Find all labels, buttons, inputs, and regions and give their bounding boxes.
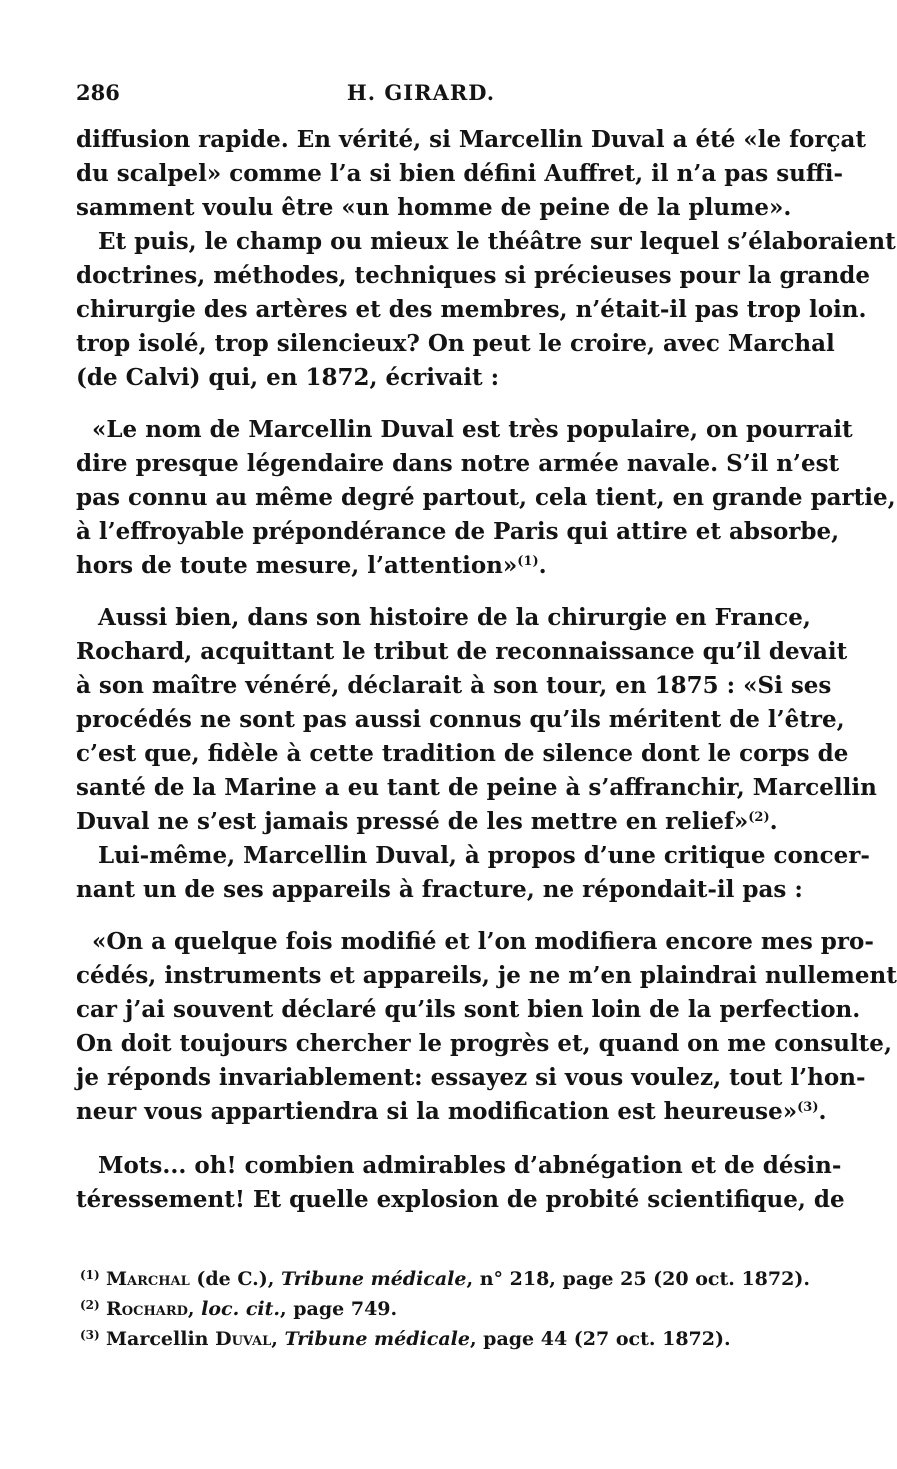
footnote-ref: (2): [748, 810, 770, 825]
quote-line: je réponds invariablement: essayez si vous voulez, tout l’hon-: [76, 1064, 866, 1091]
footnote-author: Duval: [215, 1328, 272, 1350]
text-line: téressement! Et quelle explosion de probité scientifique, de: [76, 1186, 845, 1213]
quote-line: On doit toujours chercher le progrès et, quand on me consulte,: [76, 1030, 892, 1057]
footnote-ref: (3): [797, 1100, 819, 1115]
quote-line: pas connu au même degré partout, cela tient, en grande partie,: [76, 484, 896, 511]
page-number: 286: [76, 80, 120, 105]
footnote-3: [80, 1322, 770, 1352]
paragraph-text: Duval ne s’est jamais pressé de les mettre en relief»: [76, 808, 749, 835]
quote-text: hors de toute mesure, l’attention»: [76, 552, 518, 579]
text-line: Lui-même, Marcellin Duval, à propos d’une critique concer-: [98, 842, 870, 869]
text-line: doctrines, méthodes, techniques si précieuses pour la grande: [76, 262, 871, 289]
footnote-marker: (2): [80, 1298, 100, 1312]
footnote-author: Marchal: [106, 1268, 190, 1290]
text-line: Et puis, le champ ou mieux le théâtre sur lequel s’élaboraient: [98, 228, 896, 255]
footnote-text: , page 44 (27 oct. 1872).: [469, 1328, 731, 1350]
footnote-text: , n° 218, page 25 (20 oct. 1872).: [466, 1268, 810, 1290]
quote-line: à l’effroyable prépondérance de Paris qui attire et absorbe,: [76, 518, 840, 545]
footnote-ref: (1): [517, 554, 539, 569]
footnote-text: , page 749.: [280, 1298, 398, 1320]
footnote-title: Tribune médicale: [281, 1268, 467, 1290]
footnote-author: Rochard: [106, 1298, 188, 1320]
footnote-title: loc. cit.: [201, 1298, 281, 1320]
text-line: à son maître vénéré, déclarait à son tour, en 1875 : «Si ses: [76, 672, 832, 699]
text-line: du scalpel» comme l’a si bien défini Auffret, il n’a pas suffi-: [76, 160, 844, 187]
footnote-text: ,: [271, 1328, 285, 1350]
text-line: diffusion rapide. En vérité, si Marcellin Duval a été «le forçat: [76, 126, 867, 153]
text-line: Duval ne s’est jamais pressé de les mettre en relief»$^{(2)}$.: [76, 808, 778, 835]
footnote-marker: (1): [80, 1268, 100, 1282]
text-line: Aussi bien, dans son histoire de la chirurgie en France,: [98, 604, 811, 631]
footnote-title: Tribune médicale: [284, 1328, 470, 1350]
text-line: trop isolé, trop silencieux? On peut le croire, avec Marchal: [76, 330, 835, 357]
text-line: c’est que, fidèle à cette tradition de silence dont le corps de: [76, 740, 849, 767]
footnote-2: [80, 1292, 770, 1322]
text-line: Rochard, acquittant le tribut de reconnaissance qu’il devait: [76, 638, 848, 665]
quote-line: «On a quelque fois modifié et l’on modifiera encore mes pro-: [92, 928, 874, 955]
text-line: chirurgie des artères et des membres, n’était-il pas trop loin.: [76, 296, 867, 323]
running-head: H. GIRARD.: [346, 80, 496, 105]
footnote-text: (de C.),: [189, 1268, 281, 1290]
text-line: nant un de ses appareils à fracture, ne répondait-il pas :: [76, 876, 803, 903]
quote-line: cédés, instruments et appareils, je ne m’en plaindrai nullement: [76, 962, 897, 989]
text-line: (de Calvi) qui, en 1872, écrivait :: [76, 364, 500, 391]
quote-line: neur vous appartiendra si la modification est heureuse»$^{(3)}$.: [76, 1098, 827, 1125]
quote-line: hors de toute mesure, l’attention»$^{(1)}$.: [76, 552, 547, 579]
quote-line: car j’ai souvent déclaré qu’ils sont bien loin de la perfection.: [76, 996, 861, 1023]
page-header: [76, 80, 766, 114]
text-line: santé de la Marine a eu tant de peine à s’affranchir, Marcellin: [76, 774, 877, 801]
text-line: procédés ne sont pas aussi connus qu’ils méritent de l’être,: [76, 706, 845, 733]
footnote-text: ,: [187, 1298, 202, 1320]
text-line: samment voulu être «un homme de peine de la plume».: [76, 194, 792, 221]
footnote-1: [80, 1262, 810, 1292]
footnote-marker: (3): [80, 1328, 100, 1342]
quote-line: «Le nom de Marcellin Duval est très populaire, on pourrait: [92, 416, 853, 443]
quote-text: neur vous appartiendra si la modification est heureuse»: [76, 1098, 798, 1125]
footnote-text: Marcellin: [106, 1328, 216, 1350]
text-line: Mots... oh! combien admirables d’abnégation et de désin-: [98, 1152, 842, 1179]
quote-line: dire presque légendaire dans notre armée navale. S’il n’est: [76, 450, 840, 477]
